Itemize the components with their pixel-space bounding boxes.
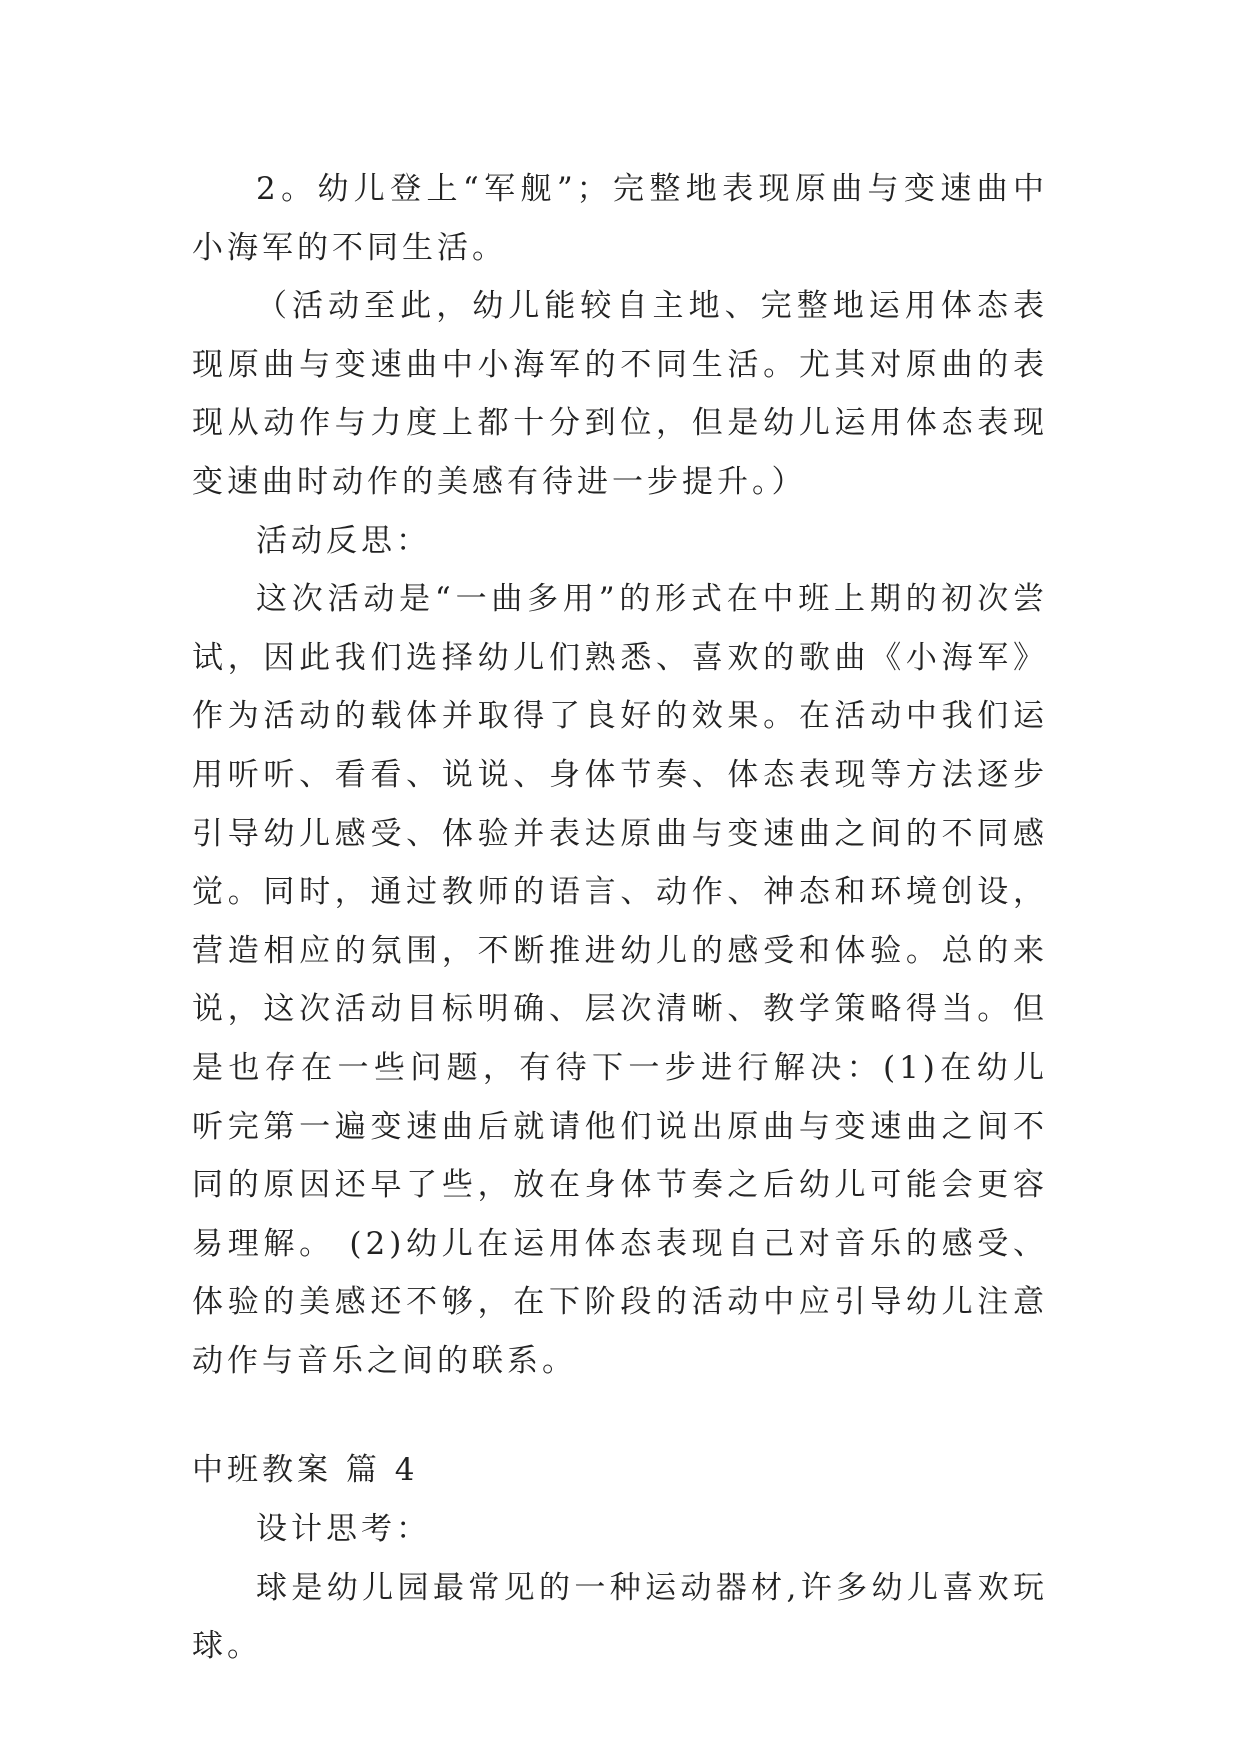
- document-body: [192, 160, 1048, 1676]
- paragraph-reflection-title: 活动反思：: [256, 522, 431, 559]
- section-heading: 中班教案 篇 4: [192, 1452, 419, 1489]
- paragraph-design-body: 球是幼儿园最常见的一种运动器材,许多幼儿喜欢玩球。: [192, 1569, 1048, 1665]
- paragraph-activity-step-2: 2。幼儿登上“军舰”；完整地表现原曲与变速曲中小海军的不同生活。: [192, 171, 1048, 266]
- paragraph-activity-note: （活动至此，幼儿能较自主地、完整地运用体态表现原曲与变速曲中小海军的不同生活。尤其对原曲的表现从动作与力度上都十分到位，但是幼儿运用体态表现变速曲时动作的美感有待进一步提升。）: [192, 288, 1048, 500]
- paragraph-design-title: 设计思考：: [256, 1511, 431, 1548]
- paragraph-reflection-body: 这次活动是“一曲多用”的形式在中班上期的初次尝试，因此我们选择幼儿们熟悉、喜欢的歌曲《小海军》作为活动的载体并取得了良好的效果。在活动中我们运用听听、看看、说说、身体节奏、体态表现等方法逐步引导幼儿感受、体验并表达原曲与变速曲之间的不同感觉。同时，通过教师的语言、动作、神态和环境创设，营造相应的氛围，不断推进幼儿的感受和体验。总的来说，这次活动目标明确、层次清晰、教学策略得当。但是也存在一些问题，有待下一步进行解决：(1)在幼儿听完第一遍变速曲后就请他们说出原曲与变速曲之间不同的原因还早了些，放在身体节奏之后幼儿可能会更容易理解。 (2)幼儿在运用体态表现自己对音乐的感受、体验的美感还不够，在下阶段的活动中应引导幼儿注意动作与音乐之间的联系。: [192, 581, 1048, 1379]
